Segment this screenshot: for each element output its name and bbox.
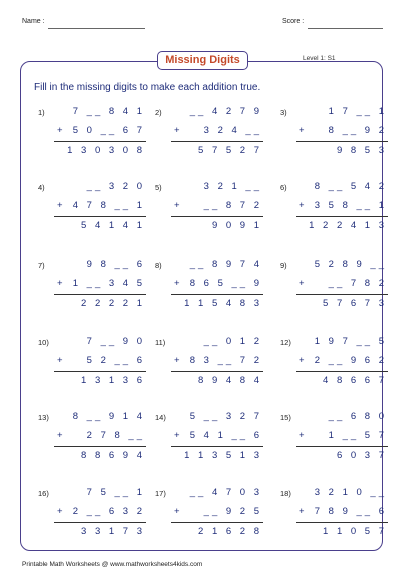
plus-sign: + <box>57 125 63 136</box>
addend-bottom: 5 2 __ 6 <box>86 355 145 366</box>
sum-rule <box>54 294 146 295</box>
problem-number: 9) <box>280 261 287 270</box>
addend-bottom: 3 2 4 __ <box>203 125 262 136</box>
instructions: Fill in the missing digits to make each addition true. <box>34 82 261 93</box>
sum-value: 5 7 6 7 3 <box>323 298 387 309</box>
sum-rule <box>171 294 263 295</box>
sum-value: 4 8 6 6 7 <box>323 375 387 386</box>
plus-sign: + <box>57 200 63 211</box>
problem-number: 13) <box>38 413 49 422</box>
problem-number: 14) <box>155 413 166 422</box>
plus-sign: + <box>174 430 180 441</box>
sum-rule <box>54 141 146 142</box>
addend-top: 7 __ 8 4 1 <box>72 106 145 117</box>
addend-bottom: 5 4 1 __ 6 <box>189 430 262 441</box>
addend-top: __ 8 9 7 4 <box>189 259 262 270</box>
addend-bottom: 8 6 5 __ 9 <box>189 278 262 289</box>
problem-number: 3) <box>280 108 287 117</box>
problem-2 <box>155 108 267 162</box>
addend-bottom: 2 __ 9 6 2 <box>314 355 387 366</box>
problem-1 <box>38 108 150 162</box>
addend-top: 5 __ 3 2 7 <box>189 411 262 422</box>
problem-6 <box>280 183 392 237</box>
addend-top: 9 8 __ 6 <box>86 259 145 270</box>
sum-rule <box>296 141 388 142</box>
problem-number: 12) <box>280 338 291 347</box>
sum-value: 8 9 4 8 4 <box>198 375 262 386</box>
addend-bottom: __ 7 8 2 <box>328 278 387 289</box>
plus-sign: + <box>299 278 305 289</box>
plus-sign: + <box>57 355 63 366</box>
plus-sign: + <box>299 430 305 441</box>
plus-sign: + <box>174 278 180 289</box>
problem-number: 11) <box>155 338 166 347</box>
plus-sign: + <box>299 200 305 211</box>
sum-value: 6 0 3 7 <box>336 450 387 461</box>
sum-rule <box>296 294 388 295</box>
plus-sign: + <box>174 125 180 136</box>
sum-value: 8 8 6 9 4 <box>81 450 145 461</box>
problem-3 <box>280 108 392 162</box>
problem-number: 5) <box>155 183 162 192</box>
name-field[interactable] <box>48 28 145 29</box>
problem-7 <box>38 261 150 315</box>
problem-15 <box>280 413 392 467</box>
addend-top: 7 __ 9 0 <box>86 336 145 347</box>
worksheet-title: Missing Digits <box>157 51 248 70</box>
footer-credit: Printable Math Worksheets @ www.mathworksheets4kids.com <box>22 561 203 568</box>
addend-top: __ 6 8 0 <box>328 411 387 422</box>
addend-bottom: 4 7 8 __ 1 <box>72 200 145 211</box>
problem-12 <box>280 338 392 392</box>
sum-value: 2 2 2 2 1 <box>81 298 145 309</box>
addend-bottom: 1 __ 5 7 <box>328 430 387 441</box>
addend-top: 3 2 1 __ <box>203 181 262 192</box>
sum-rule <box>171 371 263 372</box>
sum-value: 1 1 3 5 1 3 <box>184 450 262 461</box>
name-label: Name : <box>22 18 45 25</box>
sum-value: 9 8 5 3 <box>336 145 387 156</box>
sum-value: 9 0 9 1 <box>211 220 262 231</box>
plus-sign: + <box>57 278 63 289</box>
addend-top: __ 4 2 7 9 <box>189 106 262 117</box>
problem-8 <box>155 261 267 315</box>
sum-rule <box>171 522 263 523</box>
problem-number: 2) <box>155 108 162 117</box>
score-field[interactable] <box>308 28 383 29</box>
plus-sign: + <box>57 506 63 517</box>
problem-number: 10) <box>38 338 49 347</box>
sum-rule <box>296 216 388 217</box>
addend-bottom: 8 __ 9 2 <box>328 125 387 136</box>
plus-sign: + <box>174 355 180 366</box>
addend-bottom: 5 0 __ 6 7 <box>72 125 145 136</box>
addend-top: 7 5 __ 1 <box>86 487 145 498</box>
addend-top: __ 3 2 0 <box>86 181 145 192</box>
addend-top: 8 __ 5 4 2 <box>314 181 387 192</box>
plus-sign: + <box>174 200 180 211</box>
problem-9 <box>280 261 392 315</box>
problem-number: 16) <box>38 489 49 498</box>
addend-top: 5 2 8 9 __ <box>314 259 387 270</box>
problem-number: 15) <box>280 413 291 422</box>
sum-value: 1 3 0 3 0 8 <box>67 145 145 156</box>
sum-value: 1 2 2 4 1 3 <box>309 220 387 231</box>
addend-top: 8 __ 9 1 4 <box>72 411 145 422</box>
sum-rule <box>296 446 388 447</box>
addend-bottom: 7 8 9 __ 6 <box>314 506 387 517</box>
problem-4 <box>38 183 150 237</box>
sum-rule <box>54 522 146 523</box>
problem-number: 18) <box>280 489 291 498</box>
addend-top: __ 0 1 2 <box>203 336 262 347</box>
plus-sign: + <box>174 506 180 517</box>
problem-17 <box>155 489 267 543</box>
problem-number: 8) <box>155 261 162 270</box>
sum-rule <box>171 216 263 217</box>
sum-value: 5 4 1 4 1 <box>81 220 145 231</box>
addend-bottom: 2 7 8 __ <box>86 430 145 441</box>
problem-16 <box>38 489 150 543</box>
sum-value: 1 3 1 3 6 <box>81 375 145 386</box>
problem-14 <box>155 413 267 467</box>
sum-rule <box>296 522 388 523</box>
problem-number: 7) <box>38 261 45 270</box>
sum-rule <box>54 371 146 372</box>
problem-number: 4) <box>38 183 45 192</box>
sum-value: 2 1 6 2 8 <box>198 526 262 537</box>
sum-value: 1 1 0 5 7 <box>323 526 387 537</box>
addend-bottom: 3 5 8 __ 1 <box>314 200 387 211</box>
score-label: Score : <box>282 18 305 25</box>
problem-number: 6) <box>280 183 287 192</box>
sum-rule <box>171 446 263 447</box>
sum-value: 3 3 1 7 3 <box>81 526 145 537</box>
addend-top: 3 2 1 0 __ <box>314 487 387 498</box>
sum-rule <box>54 446 146 447</box>
addend-bottom: 2 __ 6 3 2 <box>72 506 145 517</box>
addend-top: 1 7 __ 1 <box>328 106 387 117</box>
problem-number: 1) <box>38 108 45 117</box>
sum-value: 5 7 5 2 7 <box>198 145 262 156</box>
addend-bottom: __ 9 2 5 <box>203 506 262 517</box>
problem-5 <box>155 183 267 237</box>
problem-18 <box>280 489 392 543</box>
addend-bottom: __ 8 7 2 <box>203 200 262 211</box>
problem-11 <box>155 338 267 392</box>
plus-sign: + <box>299 506 305 517</box>
addend-top: 1 9 7 __ 5 <box>314 336 387 347</box>
plus-sign: + <box>299 125 305 136</box>
sum-rule <box>171 141 263 142</box>
sum-rule <box>54 216 146 217</box>
sum-rule <box>296 371 388 372</box>
level-label: Level 1: S1 <box>303 55 336 62</box>
sum-value: 1 1 5 4 8 3 <box>184 298 262 309</box>
plus-sign: + <box>57 430 63 441</box>
addend-top: __ 4 7 0 3 <box>189 487 262 498</box>
problem-10 <box>38 338 150 392</box>
plus-sign: + <box>299 355 305 366</box>
addend-bottom: 1 __ 3 4 5 <box>72 278 145 289</box>
addend-bottom: 8 3 __ 7 2 <box>189 355 262 366</box>
problem-13 <box>38 413 150 467</box>
problem-number: 17) <box>155 489 166 498</box>
